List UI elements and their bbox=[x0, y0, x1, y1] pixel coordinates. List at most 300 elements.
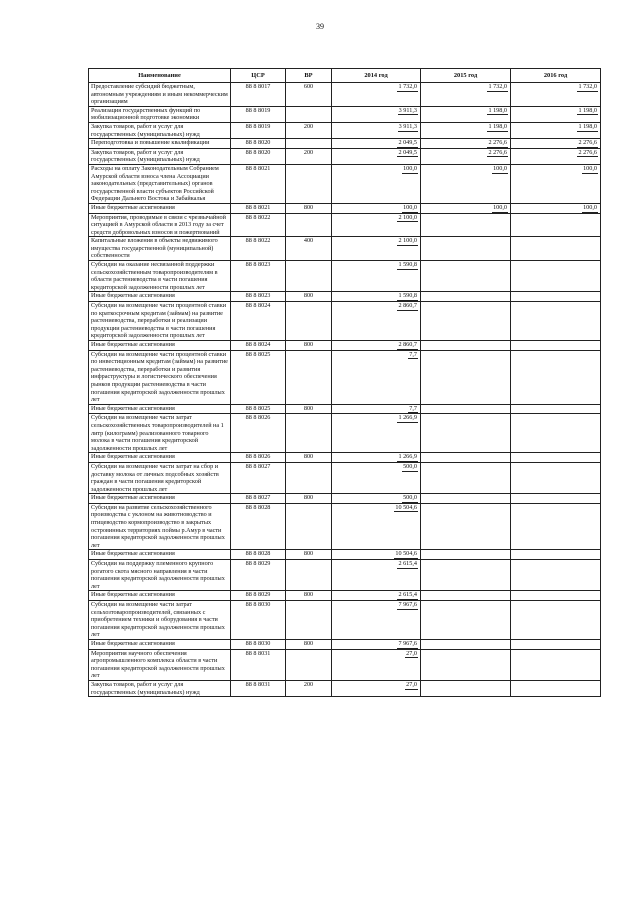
row-csr-cell bbox=[231, 560, 286, 591]
row-2014-cell bbox=[332, 237, 421, 261]
row-vr-cell bbox=[286, 494, 332, 504]
row-csr: 88 8 8024 bbox=[245, 341, 271, 348]
row-csr-cell bbox=[231, 453, 286, 463]
row-2014-cell bbox=[332, 302, 421, 341]
row-2016-cell bbox=[511, 341, 601, 351]
table-row bbox=[89, 106, 601, 122]
row-csr: 88 8 8025 bbox=[245, 404, 271, 412]
row-csr: 88 8 8029 bbox=[245, 591, 271, 599]
table-row bbox=[89, 680, 601, 696]
row-2014-cell bbox=[332, 453, 421, 463]
row-2014: 3 911,3 bbox=[398, 106, 417, 114]
row-name: Субсидии на развитие сельскохозяйственного производства с уклоном на животноводство и птицеводство кормопроизводство в закрытых островинных территориях поймы р.Амур в части погашения кредиторской задолженности прошлых лет bbox=[91, 503, 225, 549]
row-2015: 1 198,0 bbox=[488, 106, 507, 114]
row-2016-cell bbox=[511, 164, 601, 203]
table-row bbox=[89, 139, 601, 149]
table-row bbox=[89, 292, 601, 302]
row-csr: 88 8 8026 bbox=[245, 453, 271, 461]
row-name: Мероприятия, проводимые в связи с чрезвычайной ситуацией в Амурской области в 2013 году за счет средств добровольных взносов и пожертвований bbox=[91, 213, 226, 236]
table-row bbox=[89, 462, 601, 493]
row-csr-cell bbox=[231, 649, 286, 680]
row-2016-cell bbox=[511, 494, 601, 504]
row-vr-cell bbox=[286, 404, 332, 414]
row-vr-cell bbox=[286, 350, 332, 404]
row-name-cell bbox=[89, 237, 231, 261]
row-name-cell bbox=[89, 404, 231, 414]
row-name: Субсидии на поддержку племенного крупного рогатого скота мясного направления в части погашения кредиторской задолженности прошлых лет bbox=[91, 560, 225, 590]
row-2016-cell bbox=[511, 203, 601, 213]
table-row bbox=[89, 649, 601, 680]
row-vr: 200 bbox=[303, 680, 314, 688]
row-csr: 88 8 8023 bbox=[245, 261, 271, 269]
row-vr-cell bbox=[286, 639, 332, 649]
row-csr: 88 8 8023 bbox=[245, 292, 271, 300]
row-2016-cell bbox=[511, 414, 601, 453]
table-row bbox=[89, 639, 601, 649]
row-csr-cell bbox=[231, 341, 286, 351]
row-name-cell bbox=[89, 503, 231, 550]
row-2015-cell bbox=[421, 148, 511, 164]
row-name-cell bbox=[89, 302, 231, 341]
row-2015: 1 198,0 bbox=[488, 122, 507, 130]
row-2015-cell bbox=[421, 503, 511, 550]
row-2016-cell bbox=[511, 350, 601, 404]
row-csr-cell bbox=[231, 302, 286, 341]
row-2014: 2 049,5 bbox=[398, 139, 417, 147]
row-2014-cell bbox=[332, 139, 421, 149]
row-2014-cell bbox=[332, 292, 421, 302]
row-name: Субсидии на возмещение части затрат сельхозтоваропроизводителей, связанных с приобретением техники и оборудования в части погашения кредиторской задолженности прошлых лет bbox=[91, 601, 225, 639]
table-row bbox=[89, 350, 601, 404]
table-header-row bbox=[89, 69, 601, 83]
row-name-cell bbox=[89, 550, 231, 560]
table-row bbox=[89, 164, 601, 203]
row-2015-cell bbox=[421, 302, 511, 341]
row-vr: 600 bbox=[303, 83, 314, 90]
row-name: Иные бюджетные ассигнования bbox=[91, 591, 175, 599]
row-csr-cell bbox=[231, 139, 286, 149]
row-2014-cell bbox=[332, 649, 421, 680]
table-row bbox=[89, 414, 601, 453]
row-csr-cell bbox=[231, 639, 286, 649]
row-2016-cell bbox=[511, 404, 601, 414]
row-vr: 800 bbox=[303, 292, 314, 300]
row-name-cell bbox=[89, 341, 231, 351]
row-name-cell bbox=[89, 494, 231, 504]
header-2015: 2015 год bbox=[421, 69, 511, 83]
row-2016-cell bbox=[511, 601, 601, 640]
row-2014: 100,0 bbox=[403, 164, 417, 172]
row-csr: 88 8 8024 bbox=[245, 302, 271, 310]
row-2016-cell bbox=[511, 453, 601, 463]
row-2015-cell bbox=[421, 494, 511, 504]
row-csr-cell bbox=[231, 122, 286, 138]
row-2016: 1 732,0 bbox=[578, 83, 597, 90]
row-csr: 88 8 8020 bbox=[245, 148, 271, 156]
row-csr: 88 8 8019 bbox=[245, 106, 271, 114]
row-2015-cell bbox=[421, 122, 511, 138]
row-2014-cell bbox=[332, 680, 421, 696]
row-vr-cell bbox=[286, 601, 332, 640]
table-row bbox=[89, 503, 601, 550]
table-row bbox=[89, 148, 601, 164]
row-vr: 800 bbox=[303, 550, 314, 558]
row-name-cell bbox=[89, 122, 231, 138]
row-vr-cell bbox=[286, 237, 332, 261]
row-name-cell bbox=[89, 83, 231, 107]
row-csr-cell bbox=[231, 503, 286, 550]
row-2015: 100,0 bbox=[493, 164, 507, 172]
table-row bbox=[89, 213, 601, 237]
row-2014: 1 266,9 bbox=[398, 453, 417, 461]
row-csr-cell bbox=[231, 601, 286, 640]
row-csr: 88 8 8019 bbox=[245, 122, 271, 130]
row-csr-cell bbox=[231, 83, 286, 107]
row-2014: 2 100,0 bbox=[398, 213, 417, 221]
row-2014: 10 504,6 bbox=[395, 550, 417, 558]
row-csr: 88 8 8031 bbox=[245, 649, 271, 657]
row-2016-cell bbox=[511, 106, 601, 122]
table-row bbox=[89, 494, 601, 504]
row-vr-cell bbox=[286, 560, 332, 591]
row-2014: 2 615,4 bbox=[398, 591, 417, 599]
row-csr: 88 8 8027 bbox=[245, 462, 271, 470]
row-2014-cell bbox=[332, 404, 421, 414]
table-row bbox=[89, 560, 601, 591]
row-vr: 800 bbox=[303, 591, 314, 599]
row-vr: 200 bbox=[303, 148, 314, 156]
row-2014-cell bbox=[332, 601, 421, 640]
table-row bbox=[89, 341, 601, 351]
row-csr: 88 8 8021 bbox=[245, 203, 271, 211]
row-2016-cell bbox=[511, 591, 601, 601]
row-name: Мероприятия научного обеспечения агропромышленного комплекса области в части погашения кредиторской задолженности прошлых лет bbox=[91, 649, 225, 680]
row-2015: 1 732,0 bbox=[488, 83, 507, 90]
row-name: Иные бюджетные ассигнования bbox=[91, 453, 175, 461]
row-2014-cell bbox=[332, 213, 421, 237]
row-2016-cell bbox=[511, 237, 601, 261]
header-name: Наименование bbox=[89, 69, 231, 83]
row-csr-cell bbox=[231, 148, 286, 164]
row-name: Субсидии на возмещение части затрат сельскохозяйственных товаропроизводителей на 1 литр (килограмм) реализованного товарного молока в части погашения кредиторской задолженности прошлых лет bbox=[91, 414, 224, 452]
row-vr-cell bbox=[286, 139, 332, 149]
row-csr: 88 8 8030 bbox=[245, 639, 271, 647]
row-2016-cell bbox=[511, 292, 601, 302]
row-csr-cell bbox=[231, 462, 286, 493]
row-2015-cell bbox=[421, 462, 511, 493]
row-vr-cell bbox=[286, 503, 332, 550]
row-2015-cell bbox=[421, 680, 511, 696]
row-2014-cell bbox=[332, 494, 421, 504]
row-name: Реализация государственных функций по мобилизационной подготовке экономики bbox=[91, 106, 201, 122]
header-csr: ЦСР bbox=[231, 69, 286, 83]
row-name-cell bbox=[89, 350, 231, 404]
row-name: Иные бюджетные ассигнования bbox=[91, 341, 175, 348]
table-row bbox=[89, 601, 601, 640]
row-name-cell bbox=[89, 148, 231, 164]
row-name: Предоставление субсидий бюджетным, автономным учреждениям и иным некоммерческим организациям bbox=[91, 83, 228, 106]
row-vr-cell bbox=[286, 203, 332, 213]
row-name: Субсидии на оказание несвязанной поддержки сельскохозяйственным товаропроизводителям в области растениеводства в части погашения кредиторской задолженности прошлых лет bbox=[91, 261, 218, 291]
row-2014: 2 860,7 bbox=[398, 341, 417, 348]
row-name: Закупка товаров, работ и услуг для государственных (муниципальных) нужд bbox=[91, 680, 200, 696]
row-2014: 1 266,9 bbox=[398, 414, 417, 422]
row-name: Иные бюджетные ассигнования bbox=[91, 494, 175, 502]
row-vr: 800 bbox=[303, 341, 314, 348]
row-2014: 27,0 bbox=[406, 680, 417, 688]
row-2015-cell bbox=[421, 139, 511, 149]
row-vr-cell bbox=[286, 83, 332, 107]
row-name-cell bbox=[89, 139, 231, 149]
row-name: Расходы на оплату Законодательным Собранием Амурской области взноса члена Ассоциации законодательных (представительных) органов государственной власти субъектов Российской Федерации Дальнего Востока и Забайкалья bbox=[91, 164, 219, 203]
row-2014: 1 590,8 bbox=[398, 261, 417, 269]
row-2015-cell bbox=[421, 83, 511, 107]
row-csr: 88 8 8022 bbox=[245, 213, 271, 221]
row-2016-cell bbox=[511, 462, 601, 493]
row-csr: 88 8 8017 bbox=[245, 83, 271, 90]
row-2014: 7 967,6 bbox=[398, 639, 417, 647]
row-2016-cell bbox=[511, 550, 601, 560]
row-csr: 88 8 8026 bbox=[245, 414, 271, 422]
row-2016-cell bbox=[511, 83, 601, 107]
row-csr-cell bbox=[231, 591, 286, 601]
row-name-cell bbox=[89, 680, 231, 696]
row-csr: 88 8 8022 bbox=[245, 237, 271, 245]
row-2015-cell bbox=[421, 453, 511, 463]
row-vr: 800 bbox=[303, 453, 314, 461]
row-csr-cell bbox=[231, 237, 286, 261]
row-2015-cell bbox=[421, 213, 511, 237]
row-2016-cell bbox=[511, 680, 601, 696]
row-name-cell bbox=[89, 164, 231, 203]
row-csr-cell bbox=[231, 203, 286, 213]
row-csr-cell bbox=[231, 414, 286, 453]
row-2015-cell bbox=[421, 404, 511, 414]
row-2015-cell bbox=[421, 292, 511, 302]
row-vr-cell bbox=[286, 462, 332, 493]
row-2014-cell bbox=[332, 106, 421, 122]
row-name-cell bbox=[89, 261, 231, 292]
header-vr: ВР bbox=[286, 69, 332, 83]
row-csr: 88 8 8029 bbox=[245, 560, 271, 568]
row-2014-cell bbox=[332, 122, 421, 138]
row-2014-cell bbox=[332, 414, 421, 453]
row-2016-cell bbox=[511, 139, 601, 149]
row-vr: 800 bbox=[303, 203, 314, 211]
row-2014-cell bbox=[332, 560, 421, 591]
row-name: Капитальные вложения в объекты недвижимого имущества государственной (муниципальной) собственности bbox=[91, 237, 218, 260]
row-2014-cell bbox=[332, 83, 421, 107]
row-2015-cell bbox=[421, 350, 511, 404]
row-2016: 100,0 bbox=[583, 164, 597, 172]
row-name: Закупка товаров, работ и услуг для государственных (муниципальных) нужд bbox=[91, 122, 200, 138]
header-2016: 2016 год bbox=[511, 69, 601, 83]
row-2016: 2 276,6 bbox=[578, 139, 597, 147]
row-name: Субсидии на возмещение части процентной ставки по краткосрочным кредитам (займам) на развитие растениеводства, переработки и реализации продукции растениеводства в части погашения кредиторской задолженности прошлых лет bbox=[91, 302, 227, 340]
row-2015-cell bbox=[421, 591, 511, 601]
row-2014: 7 967,6 bbox=[398, 601, 417, 608]
table-row bbox=[89, 261, 601, 292]
table-row bbox=[89, 591, 601, 601]
table-body bbox=[89, 83, 601, 697]
table-row bbox=[89, 122, 601, 138]
row-2016-cell bbox=[511, 639, 601, 649]
row-2014: 2 860,7 bbox=[398, 302, 417, 310]
row-2016: 1 198,0 bbox=[578, 106, 597, 114]
row-vr-cell bbox=[286, 122, 332, 138]
row-name-cell bbox=[89, 462, 231, 493]
row-2014-cell bbox=[332, 503, 421, 550]
row-2016-cell bbox=[511, 649, 601, 680]
table-row bbox=[89, 550, 601, 560]
row-2015-cell bbox=[421, 639, 511, 649]
row-2014-cell bbox=[332, 203, 421, 213]
row-name-cell bbox=[89, 414, 231, 453]
row-2014-cell bbox=[332, 261, 421, 292]
row-2015-cell bbox=[421, 341, 511, 351]
row-2015-cell bbox=[421, 261, 511, 292]
row-name-cell bbox=[89, 649, 231, 680]
header-2014: 2014 год bbox=[332, 69, 421, 83]
row-2015: 100,0 bbox=[493, 203, 507, 211]
row-vr-cell bbox=[286, 680, 332, 696]
row-name-cell bbox=[89, 106, 231, 122]
row-2016-cell bbox=[511, 261, 601, 292]
row-2015: 2 276,6 bbox=[488, 148, 507, 156]
row-2014-cell bbox=[332, 341, 421, 351]
row-vr-cell bbox=[286, 341, 332, 351]
row-2014: 7,7 bbox=[409, 350, 417, 358]
row-csr-cell bbox=[231, 404, 286, 414]
row-vr-cell bbox=[286, 453, 332, 463]
row-name-cell bbox=[89, 591, 231, 601]
row-csr: 88 8 8020 bbox=[245, 139, 271, 147]
row-2014-cell bbox=[332, 350, 421, 404]
row-name: Закупка товаров, работ и услуг для государственных (муниципальных) нужд bbox=[91, 148, 200, 164]
row-name-cell bbox=[89, 213, 231, 237]
row-vr-cell bbox=[286, 591, 332, 601]
row-vr-cell bbox=[286, 148, 332, 164]
row-vr: 400 bbox=[303, 237, 314, 245]
row-2014: 1 590,8 bbox=[398, 292, 417, 300]
row-name: Иные бюджетные ассигнования bbox=[91, 292, 175, 300]
row-name-cell bbox=[89, 292, 231, 302]
row-2015: 2 276,6 bbox=[488, 139, 507, 147]
row-vr-cell bbox=[286, 106, 332, 122]
table-row bbox=[89, 453, 601, 463]
table-row bbox=[89, 203, 601, 213]
row-2016-cell bbox=[511, 560, 601, 591]
row-csr: 88 8 8030 bbox=[245, 601, 271, 608]
row-2014: 7,7 bbox=[409, 404, 417, 412]
row-csr: 88 8 8025 bbox=[245, 350, 271, 358]
row-vr-cell bbox=[286, 649, 332, 680]
row-2014: 10 504,6 bbox=[395, 503, 417, 511]
row-vr: 800 bbox=[303, 404, 314, 412]
row-name: Иные бюджетные ассигнования bbox=[91, 203, 175, 211]
row-2015-cell bbox=[421, 106, 511, 122]
row-2014-cell bbox=[332, 550, 421, 560]
row-csr-cell bbox=[231, 106, 286, 122]
row-2014-cell bbox=[332, 639, 421, 649]
table-row bbox=[89, 302, 601, 341]
row-csr-cell bbox=[231, 261, 286, 292]
row-vr: 800 bbox=[303, 639, 314, 647]
row-2016: 1 198,0 bbox=[578, 122, 597, 130]
table-row bbox=[89, 404, 601, 414]
row-2014-cell bbox=[332, 462, 421, 493]
row-2016-cell bbox=[511, 148, 601, 164]
row-name-cell bbox=[89, 203, 231, 213]
row-name: Переподготовка и повышение квалификации bbox=[91, 139, 210, 147]
row-csr: 88 8 8031 bbox=[245, 680, 271, 688]
row-2016-cell bbox=[511, 302, 601, 341]
row-2014: 2 615,4 bbox=[398, 560, 417, 568]
row-csr: 88 8 8028 bbox=[245, 550, 271, 558]
row-2016-cell bbox=[511, 122, 601, 138]
row-2014-cell bbox=[332, 591, 421, 601]
row-vr: 800 bbox=[303, 494, 314, 502]
row-2016-cell bbox=[511, 503, 601, 550]
row-name: Иные бюджетные ассигнования bbox=[91, 550, 175, 558]
row-name: Иные бюджетные ассигнования bbox=[91, 404, 175, 412]
page-number: 39 bbox=[316, 22, 324, 31]
row-csr-cell bbox=[231, 494, 286, 504]
row-vr-cell bbox=[286, 292, 332, 302]
row-2016: 2 276,6 bbox=[578, 148, 597, 156]
row-csr: 88 8 8027 bbox=[245, 494, 271, 502]
row-vr-cell bbox=[286, 261, 332, 292]
row-2015-cell bbox=[421, 164, 511, 203]
table-row bbox=[89, 237, 601, 261]
row-vr-cell bbox=[286, 302, 332, 341]
row-2015-cell bbox=[421, 601, 511, 640]
row-vr-cell bbox=[286, 550, 332, 560]
row-2014: 500,0 bbox=[403, 462, 417, 470]
row-vr: 200 bbox=[303, 122, 314, 130]
row-csr-cell bbox=[231, 550, 286, 560]
row-vr-cell bbox=[286, 213, 332, 237]
row-name-cell bbox=[89, 453, 231, 463]
row-csr-cell bbox=[231, 213, 286, 237]
row-2015-cell bbox=[421, 550, 511, 560]
row-name: Иные бюджетные ассигнования bbox=[91, 639, 175, 647]
row-2015-cell bbox=[421, 414, 511, 453]
row-vr-cell bbox=[286, 164, 332, 203]
row-csr-cell bbox=[231, 292, 286, 302]
row-csr: 88 8 8028 bbox=[245, 503, 271, 511]
row-name-cell bbox=[89, 560, 231, 591]
row-2016: 100,0 bbox=[583, 203, 597, 211]
row-2015-cell bbox=[421, 203, 511, 213]
row-2014: 27,0 bbox=[406, 649, 417, 657]
budget-table bbox=[88, 68, 601, 697]
row-2016-cell bbox=[511, 213, 601, 237]
row-2014: 1 732,0 bbox=[398, 83, 417, 90]
row-name: Субсидии на возмещение части процентной ставки по инвестиционным кредитам (займам) на развитие растениеводства, переработки и развития инфраструктуры и логистического обеспечения рынков продукции растениеводства в части погашения кредиторской задолженности прошлых лет bbox=[91, 350, 228, 404]
table-row bbox=[89, 83, 601, 107]
row-name-cell bbox=[89, 639, 231, 649]
row-2014: 100,0 bbox=[403, 203, 417, 211]
row-csr-cell bbox=[231, 164, 286, 203]
row-2014-cell bbox=[332, 148, 421, 164]
row-csr-cell bbox=[231, 680, 286, 696]
row-2014-cell bbox=[332, 164, 421, 203]
row-csr-cell bbox=[231, 350, 286, 404]
row-2015-cell bbox=[421, 560, 511, 591]
row-name: Субсидии на возмещение части затрат на сбор и доставку молока от личных подсобных хозяйств граждан в части погашения кредиторской задолженности прошлых лет bbox=[91, 462, 219, 493]
row-vr-cell bbox=[286, 414, 332, 453]
